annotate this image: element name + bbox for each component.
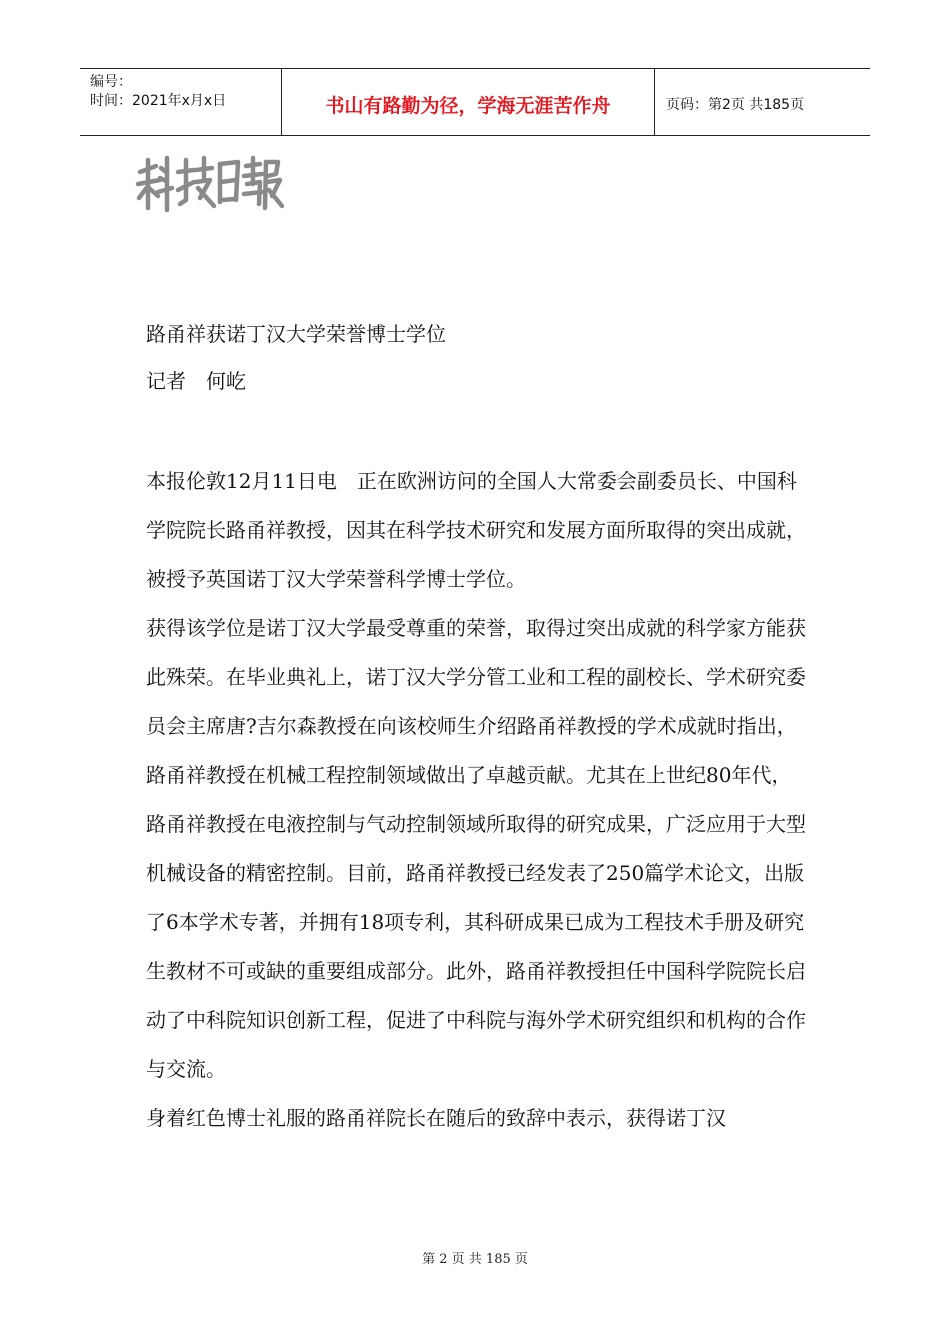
byline-label: 记者 xyxy=(146,369,186,393)
header-motto: 书山有路勤为径，学海无涯苦作舟 xyxy=(325,95,611,117)
article-headline: 路甬祥获诺丁汉大学荣誉博士学位 xyxy=(146,322,446,346)
article-paragraph xyxy=(146,457,811,604)
byline-author: 何屹 xyxy=(206,369,246,393)
number-label: 编号： xyxy=(90,74,132,90)
article xyxy=(146,316,811,1143)
article-paragraph: 获得该学位是诺丁汉大学最受尊重的荣誉，取得过突出成就的科学家方能获此殊荣。在毕业典礼上，诺丁汉大学分管工业和工程的副校长、学术研究委员会主席唐?吉尔森教授在向该校师生介绍路甬祥教授的学术成就时指出，路甬祥教授在机械工程控制领域做出了卓越贡献。尤其在上世纪80年代，路甬祥教授在电液控制与气动控制领域所取得的研究成果，广泛应用于大型机械设备的精密控制。目前，路甬祥教授已经发表了250篇学术论文，出版了6本学术专著，并拥有18项专利，其科研成果已成为工程技术手册及研究生教材不可或缺的重要组成部分。此外，路甬祥教授担任中国科学院院长启动了中科院知识创新工程，促进了中科院与海外学术研究组织和机构的合作与交流。 xyxy=(146,616,806,1081)
header-meta xyxy=(90,73,226,111)
newspaper-logo xyxy=(134,150,284,216)
header-divider xyxy=(654,69,655,135)
article-dateline: 本报伦敦12月11日电 xyxy=(146,469,337,493)
paragraph-text: 正在欧洲访问的全国人大常委会副委员长、中国科学院院长路甬祥教授，因其在科学技术研究和发展方面所取得的突出成就，被授予英国诺丁汉大学荣誉科学博士学位。 xyxy=(146,469,806,591)
article-paragraph: 身着红色博士礼服的路甬祥院长在随后的致辞中表示，获得诺丁汉 xyxy=(146,1106,726,1130)
page-footer: 第 2 页 共 185 页 xyxy=(422,1252,528,1267)
article-byline xyxy=(146,363,811,400)
time-label: 时间：2021年x月x日 xyxy=(90,93,227,109)
page-header xyxy=(80,68,870,136)
header-page-info: 页码：第2页 共185页 xyxy=(666,97,805,113)
